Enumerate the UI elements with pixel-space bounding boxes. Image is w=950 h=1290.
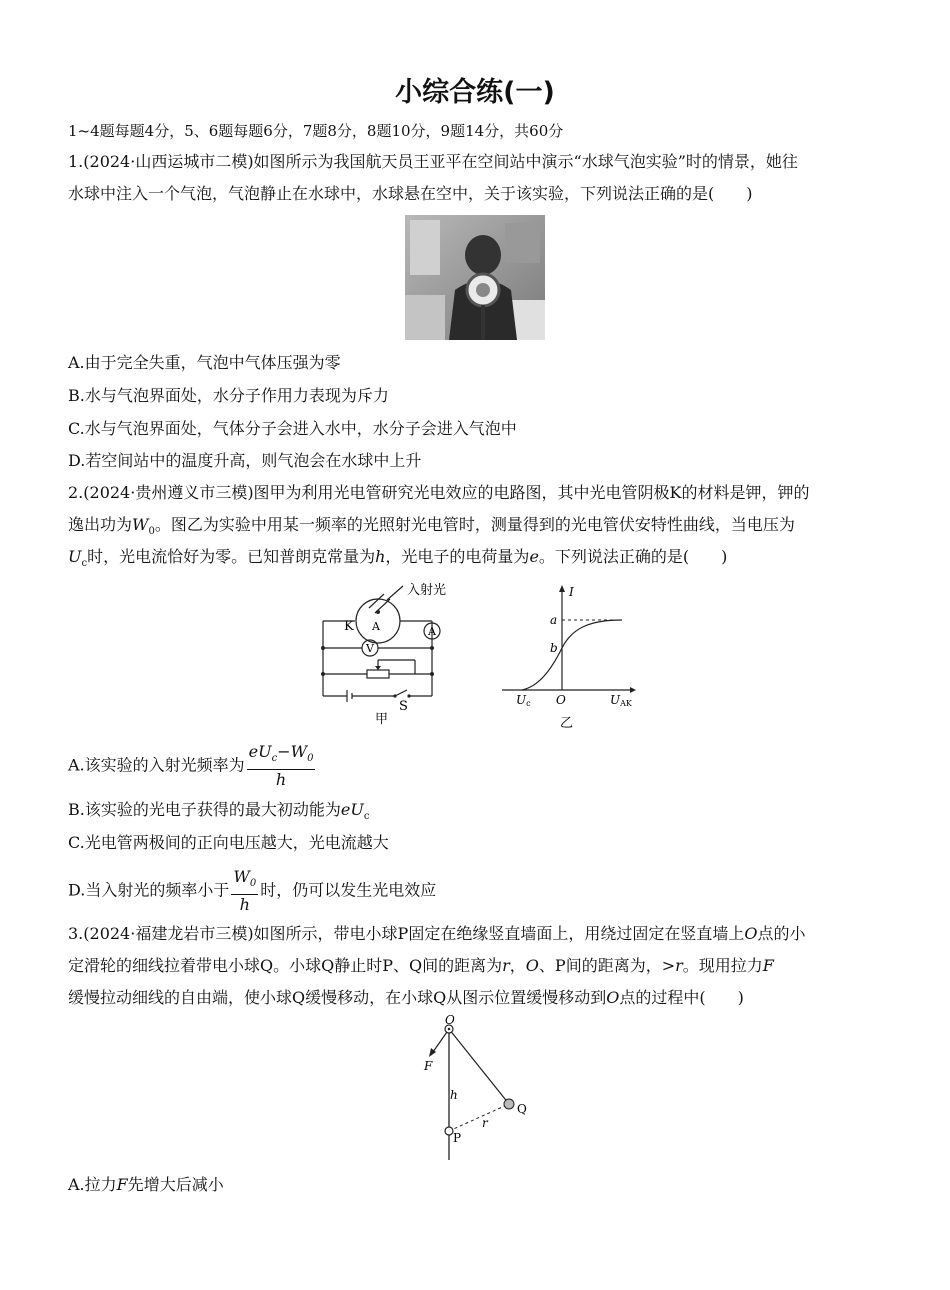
q2-iv-curve — [500, 582, 640, 730]
ball-q-label: Q — [517, 1102, 527, 1116]
q3-line2: 定滑轮的细线拉着带电小球Q。小球Q静止时P、Q间的距离为r，O、P间的距离为，>r。现用拉力F — [68, 956, 774, 975]
q2-line2: 逸出功为$W_0$。图乙为实验中用某一频率的光照射光电管时，测量得到的光电管伏安特性曲线，当电压为 — [68, 515, 795, 538]
uak-label: UAK — [610, 693, 632, 708]
q2-line1: 2.(2024·贵州遵义市三模)图甲为利用光电管研究光电效应的电路图，其中光电管阴极K的材料是钾，钾的 — [68, 483, 810, 502]
q1-option-a: A.由于完全失重，气泡中气体压强为零 — [68, 353, 341, 372]
point-b-label: b — [550, 641, 558, 655]
q3-option-a: A.拉力F先增大后减小 — [68, 1175, 224, 1194]
height-h-label: h — [450, 1088, 458, 1102]
q3-line3: 缓慢拉动细线的自由端，使小球Q缓慢移动，在小球Q从图示位置缓慢移动到O点的过程中( ) — [68, 988, 744, 1007]
fig-yi-caption: 乙 — [560, 716, 574, 730]
page-title: 小综合练(一) — [395, 77, 555, 108]
q2-option-a: A.该实验的入射光频率为 $\frac{eU_c-W_0}{h}$ — [68, 742, 314, 790]
q1-line1: 1.(2024·山西运城市二模)如图所示为我国航天员王亚平在空间站中演示“水球气泡实验”时的情景，她往 — [68, 152, 798, 171]
q1-line2: 水球中注入一个气泡，气泡静止在水球中，水球悬在空中，关于该实验，下列说法正确的是( ) — [68, 184, 753, 203]
axis-i-label: I — [569, 585, 574, 599]
q2-option-b: B.该实验的光电子获得的最大初动能为$eU_c$ — [68, 800, 370, 823]
q2-option-c: C.光电管两极间的正向电压越大，光电流越大 — [68, 833, 389, 852]
cathode-label: K — [344, 619, 354, 634]
point-a-label: a — [550, 613, 558, 627]
fig-jia-caption: 甲 — [375, 712, 389, 727]
q1-option-d: D.若空间站中的温度升高，则气泡会在水球中上升 — [68, 451, 422, 470]
force-f-label: F — [424, 1059, 433, 1073]
q2-line3: $U_c$时，光电流恰好为零。已知普朗克常量为h，光电子的电荷量为e。下列说法正确的是( ) — [68, 547, 728, 570]
pulley-o-label: O — [445, 1015, 455, 1027]
uc-label: Uc — [516, 693, 531, 708]
origin-label: O — [556, 693, 566, 707]
distance-r-label: r — [482, 1116, 488, 1130]
q3-line1: 3.(2024·福建龙岩市三模)如图所示，带电小球P固定在绝缘竖直墙面上，用绕过固定在竖直墙上O点的小 — [68, 924, 806, 943]
ammeter-label: A — [428, 625, 436, 638]
score-line: 1~4题每题4分，5、6题每题6分，7题8分，8题10分，9题14分，共60分 — [68, 122, 564, 140]
q2-circuit-diagram — [315, 578, 455, 728]
switch-label: S — [399, 699, 408, 714]
q3-pulley-diagram — [415, 1015, 540, 1163]
voltmeter-label: V — [366, 642, 374, 655]
ball-p-label: P — [453, 1131, 462, 1145]
q1-option-c: C.水与气泡界面处，气体分子会进入水中，水分子会进入气泡中 — [68, 419, 517, 438]
anode-label: A — [372, 620, 380, 633]
q1-photo — [405, 215, 545, 340]
q2-option-d: D.当入射光的频率小于 $\frac{W_0}{h}$ 时，仍可以发生光电效应 — [68, 867, 437, 915]
q1-option-b: B.水与气泡界面处，水分子作用力表现为斥力 — [68, 386, 389, 405]
incident-light-label: 入射光 — [407, 583, 447, 598]
